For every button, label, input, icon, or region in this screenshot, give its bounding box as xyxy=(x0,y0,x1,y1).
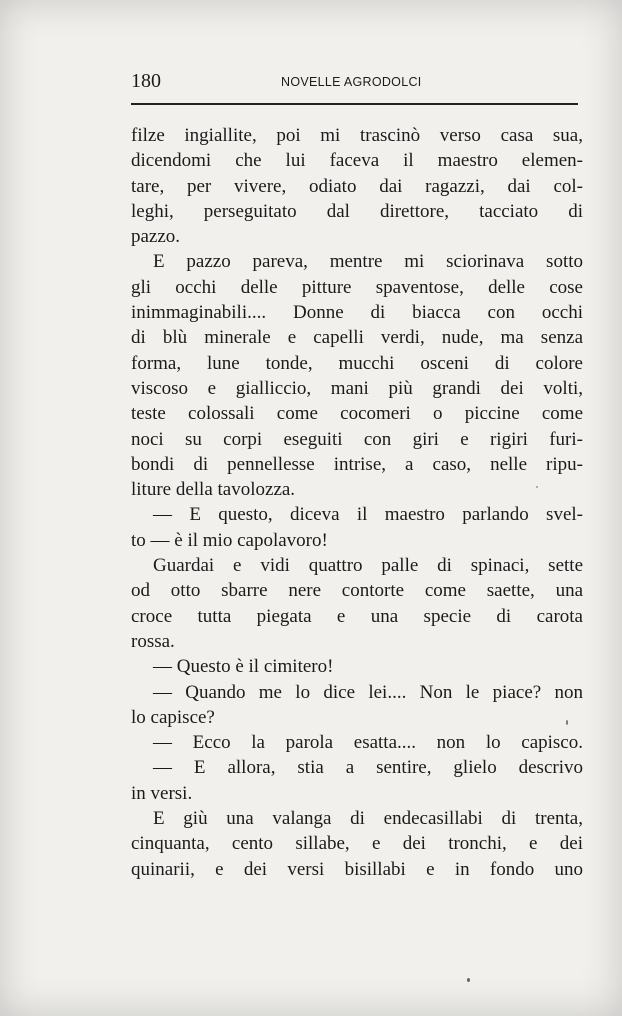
text-line: inimmaginabili.... Donne di biacca con occhi xyxy=(131,302,583,324)
text-line: E pazzo pareva, mentre mi sciorinava sotto xyxy=(153,251,583,273)
text-line: in versi. xyxy=(131,782,193,804)
text-line: lo capisce? xyxy=(131,706,215,728)
text-line: — Questo è il cimitero! xyxy=(153,656,334,678)
text-line: bondi di pennellesse intrise, a caso, nelle ripu- xyxy=(131,453,583,475)
header-rule xyxy=(131,103,578,105)
text-line: — E questo, diceva il maestro parlando svel- xyxy=(153,504,583,526)
text-line: di blù minerale e capelli verdi, nude, ma senza xyxy=(131,327,583,349)
text-line: leghi, perseguitato dal direttore, tacciato di xyxy=(131,200,583,222)
text-line: croce tutta piegata e una specie di carota xyxy=(131,605,583,627)
text-line: filze ingiallite, poi mi trascinò verso casa sua, xyxy=(131,125,583,146)
page-number: 180 xyxy=(131,70,161,92)
paper-speck xyxy=(536,486,538,488)
text-line: quinarii, e dei versi bisillabi e in fondo uno xyxy=(131,858,583,880)
text-line: — Ecco la parola esatta.... non lo capisco. xyxy=(153,732,583,754)
text-line: E giù una valanga di endecasillabi di trenta, xyxy=(153,808,583,830)
running-title: NOVELLE AGRODOLCI xyxy=(281,75,422,89)
text-line: od otto sbarre nere contorte come saette, una xyxy=(131,580,583,602)
body-text xyxy=(131,123,583,882)
text-line: cinquanta, cento sillabe, e dei tronchi, e dei xyxy=(131,833,583,855)
text-line: rossa. xyxy=(131,630,175,652)
text-line: forma, lune tonde, mucchi osceni di colore xyxy=(131,352,583,374)
text-line: viscoso e gialliccio, mani più grandi dei volti, xyxy=(131,377,583,399)
paper-speck xyxy=(467,978,470,982)
text-line: — Quando me lo dice lei.... Non le piace? non xyxy=(153,681,583,703)
text-line: — E allora, stia a sentire, glielo descrivo xyxy=(153,757,583,779)
text-line: to — è il mio capolavoro! xyxy=(131,529,328,551)
text-line: noci su corpi eseguiti con giri e rigiri furi- xyxy=(131,428,583,450)
paper-speck xyxy=(566,720,568,725)
text-line: Guardai e vidi quattro palle di spinaci, sette xyxy=(153,555,583,577)
text-line: tare, per vivere, odiato dai ragazzi, dai col- xyxy=(131,175,583,197)
text-line: liture della tavolozza. xyxy=(131,479,296,501)
text-line: pazzo. xyxy=(131,226,181,248)
text-line: teste colossali come cocomeri o piccine come xyxy=(131,403,583,425)
text-line: gli occhi delle pitture spaventose, delle cose xyxy=(131,276,583,298)
text-line: dicendomi che lui faceva il maestro elemen- xyxy=(131,150,583,172)
page-header xyxy=(131,70,578,100)
